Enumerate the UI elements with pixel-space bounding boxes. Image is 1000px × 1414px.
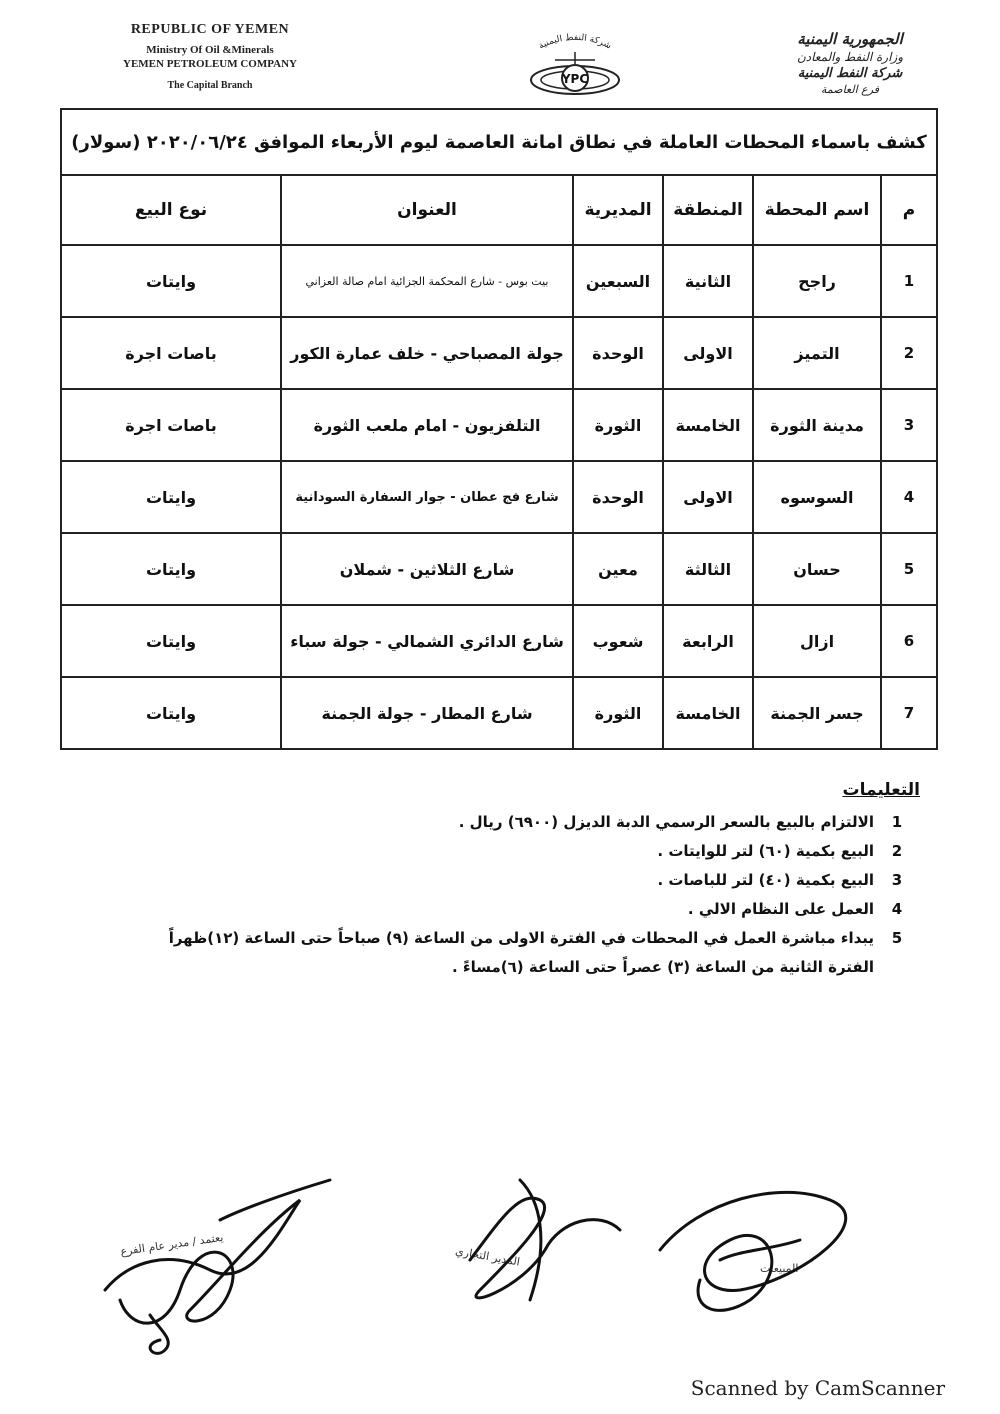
- header-sale-type: نوع البيع: [61, 175, 281, 245]
- row-sale-type: باصات اجرة: [61, 389, 281, 461]
- table-row: [61, 533, 937, 605]
- row-zone: الاولى: [663, 317, 753, 389]
- instruction-text: العمل على النظام الالي .: [687, 900, 874, 918]
- row-district: الوحدة: [573, 461, 663, 533]
- instruction-item: [100, 924, 920, 953]
- republic-name: REPUBLIC OF YEMEN: [130, 22, 290, 37]
- instruction-item: [100, 808, 920, 837]
- row-station: السوسوه: [753, 461, 881, 533]
- row-zone: الاولى: [663, 461, 753, 533]
- republic-name-ar: الجمهورية اليمنية: [797, 30, 903, 48]
- row-address: شارع المطار - جولة الجمنة: [281, 677, 573, 749]
- instruction-item-continuation: [100, 953, 920, 982]
- row-num: 2: [881, 317, 937, 389]
- row-address: جولة المصباحي - خلف عمارة الكور: [281, 317, 573, 389]
- commercial-manager-signature: [470, 1198, 620, 1298]
- instruction-text: البيع بكمية (٦٠) لتر للوايتات .: [657, 842, 874, 860]
- instruction-item: [100, 895, 920, 924]
- row-district: الوحدة: [573, 317, 663, 389]
- instruction-number: 1: [891, 813, 903, 831]
- table-row: [61, 317, 937, 389]
- approval-signature-label: يعتمد / مدير عام الفرع: [119, 1230, 225, 1259]
- table-row: [61, 389, 937, 461]
- row-zone: الرابعة: [663, 605, 753, 677]
- row-num: 4: [881, 461, 937, 533]
- instruction-text: الالتزام بالبيع بالسعر الرسمي الدبة الديزل (٦٩٠٠) ريال .: [458, 813, 874, 831]
- row-district: معين: [573, 533, 663, 605]
- row-station: مدينة الثورة: [753, 389, 881, 461]
- instructions-title: التعليمات: [842, 780, 920, 800]
- instruction-continuation-text: الفترة الثانية من الساعة (٣) عصراً حتى الساعة (٦)مساءً .: [452, 958, 874, 976]
- header-zone: المنطقة: [663, 175, 753, 245]
- row-sale-type: وايتات: [61, 605, 281, 677]
- row-sale-type: باصات اجرة: [61, 317, 281, 389]
- row-station: حسان: [753, 533, 881, 605]
- row-station: التميز: [753, 317, 881, 389]
- row-station: راجح: [753, 245, 881, 317]
- table-title: كشف باسماء المحطات العاملة في نطاق امانة العاصمة ليوم الأربعاء الموافق ٢٠٢٠/٠٦/٢٤ (سولار): [61, 109, 937, 175]
- instruction-text: يبداء مباشرة العمل في المحطات في الفترة الاولى من الساعة (٩) صباحاً حتى الساعة (١٢)ظهراً: [168, 929, 874, 947]
- stations-table: [60, 108, 938, 750]
- row-address: شارع الدائري الشمالي - جولة سباء: [281, 605, 573, 677]
- row-zone: الثالثة: [663, 533, 753, 605]
- row-address: بيت بوس - شارع المحكمة الجزائية امام صالة العزاني: [281, 245, 573, 317]
- row-district: الثورة: [573, 677, 663, 749]
- company-name-ar: شركة النفط اليمنية: [797, 66, 903, 81]
- row-zone: الخامسة: [663, 677, 753, 749]
- letterhead-english: [100, 22, 320, 91]
- header-num: م: [881, 175, 937, 245]
- instruction-number: 3: [891, 871, 903, 889]
- instruction-number: 4: [891, 900, 903, 918]
- handwritten-signatures: [0, 1140, 1000, 1380]
- instructions-section: [100, 780, 920, 982]
- branch-name-ar: فرع العاصمة: [820, 83, 880, 96]
- instruction-number: 2: [891, 842, 903, 860]
- ministry-name-ar: وزارة النفط والمعادن: [796, 50, 904, 64]
- table-row: [61, 245, 937, 317]
- logo-arc-text: شركة النفط اليمنية: [537, 32, 613, 52]
- row-num: 1: [881, 245, 937, 317]
- table-header-row: [61, 175, 937, 245]
- row-num: 5: [881, 533, 937, 605]
- row-district: الثورة: [573, 389, 663, 461]
- ypc-logo: [505, 30, 645, 110]
- row-sale-type: وايتات: [61, 245, 281, 317]
- row-num: 3: [881, 389, 937, 461]
- director-signature: [105, 1200, 300, 1323]
- signatures-area: [0, 1140, 1000, 1380]
- commercial-manager-signature-label: المدير التجاري: [454, 1244, 521, 1269]
- instruction-text: البيع بكمية (٤٠) لتر للباصات .: [657, 871, 874, 889]
- instruction-item: [100, 837, 920, 866]
- row-zone: الثانية: [663, 245, 753, 317]
- row-district: السبعين: [573, 245, 663, 317]
- logo-initials: YPC: [561, 72, 589, 86]
- table-row: [61, 677, 937, 749]
- sales-signature-label: المبيعات: [760, 1262, 799, 1275]
- row-num: 6: [881, 605, 937, 677]
- header-district: المديرية: [573, 175, 663, 245]
- company-name: YEMEN PETROLEUM COMPANY: [123, 58, 297, 70]
- row-address: شارع فج عطان - جوار السفارة السودانية: [281, 461, 573, 533]
- row-zone: الخامسة: [663, 389, 753, 461]
- row-address: شارع الثلاثين - شملان: [281, 533, 573, 605]
- row-num: 7: [881, 677, 937, 749]
- header-station: اسم المحطة: [753, 175, 881, 245]
- instruction-number: 5: [891, 929, 903, 947]
- row-sale-type: وايتات: [61, 461, 281, 533]
- row-address: التلفزيون - امام ملعب الثورة: [281, 389, 573, 461]
- table-row: [61, 461, 937, 533]
- row-sale-type: وايتات: [61, 677, 281, 749]
- instruction-item: [100, 866, 920, 895]
- row-station: جسر الجمنة: [753, 677, 881, 749]
- row-station: ازال: [753, 605, 881, 677]
- row-sale-type: وايتات: [61, 533, 281, 605]
- table-row: [61, 605, 937, 677]
- ministry-name: Ministry Of Oil &Minerals: [146, 44, 274, 56]
- letterhead-arabic: [770, 30, 930, 96]
- branch-name: The Capital Branch: [167, 80, 253, 91]
- header-address: العنوان: [281, 175, 573, 245]
- row-district: شعوب: [573, 605, 663, 677]
- scanner-watermark: Scanned by CamScanner: [690, 1376, 945, 1400]
